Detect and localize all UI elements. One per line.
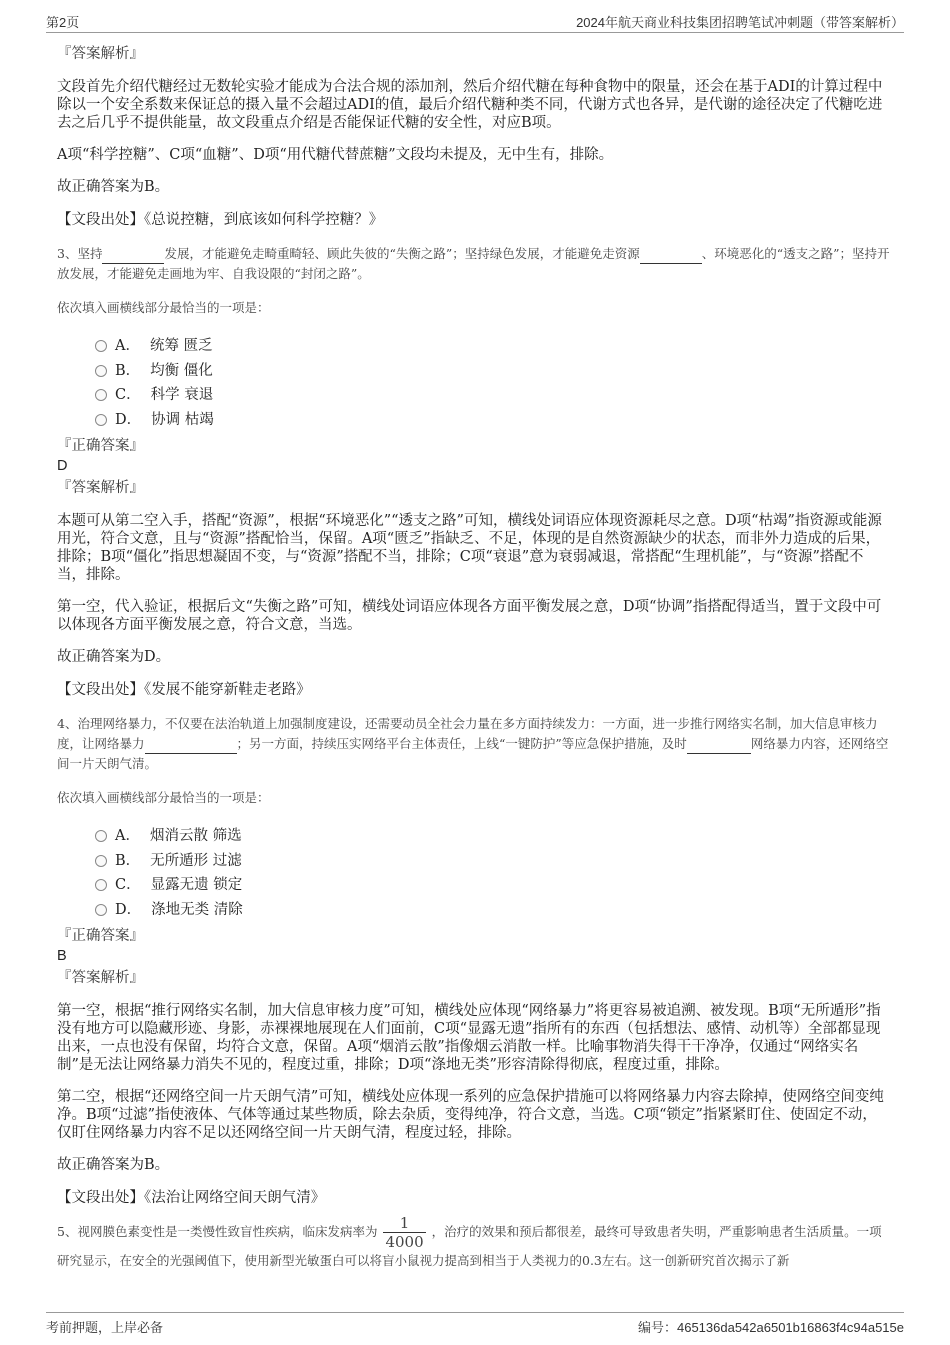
question-4-stem: 4、治理网络暴力，不仅要在法治轨道上加强制度建设，还需要动员全社会力量在多方面持续发力：一方面，进一步推行网络实名制，加大信息审核力度，让网络暴力 ；另一方面，持续压实网络平台主体责任，上线“一键防护”等应急保护措施，及时 网络暴力内容，还网络空间一片天朗气清。 bbox=[57, 716, 889, 771]
radio-icon[interactable] bbox=[95, 904, 107, 916]
correct-answer: B bbox=[57, 948, 67, 964]
analysis-paragraph: 第一空，代入验证，根据后文“失衡之路”可知，横线处词语应体现各方面平衡发展之意，D项“协调”指搭配得适当，置于文段中可以体现各方面平衡发展之意，符合文意，当选。 bbox=[57, 599, 882, 633]
conclusion-text: 故正确答案为D。 bbox=[57, 649, 171, 665]
question-prompt: 依次填入画横线部分最恰当的一项是： bbox=[57, 790, 270, 805]
source-citation: 【文段出处】《发展不能穿新鞋走老路》 bbox=[57, 682, 311, 698]
source-citation: 【文段出处】《法治让网络空间天朗气清》 bbox=[57, 1190, 326, 1206]
option-c[interactable]: C． 科学 衰退 bbox=[95, 383, 890, 408]
radio-icon[interactable] bbox=[95, 855, 107, 867]
radio-icon[interactable] bbox=[95, 389, 107, 401]
fill-blank bbox=[145, 741, 237, 754]
footer-slogan: 考前押题，上岸必备 bbox=[46, 1320, 164, 1335]
analysis-label: 『答案解析』 bbox=[57, 480, 144, 496]
correct-answer-label: 『正确答案』 bbox=[57, 928, 144, 944]
page-footer bbox=[46, 1312, 904, 1336]
radio-icon[interactable] bbox=[95, 414, 107, 426]
fraction: $\frac{1}{4000}$ bbox=[385, 1214, 424, 1251]
question-prompt: 依次填入画横线部分最恰当的一项是： bbox=[57, 300, 270, 315]
option-a[interactable]: A． 烟消云散 筛选 bbox=[95, 824, 890, 849]
analysis-paragraph: 文段首先介绍代糖经过无数轮实验才能成为合法合规的添加剂，然后介绍代糖在每种食物中的限量，还会在基于ADI的计算过程中除以一个安全系数来保证总的摄入量不会超过ADI的值，最后介绍代糖种类不同，代谢方式也各异，是代谢的途径决定了代糖吃进去之后几乎不提供能量，故文段重点介绍是否能保证代糖的安全性，对应B项。 bbox=[57, 79, 883, 131]
question-3-stem: 3、坚持 发展，才能避免走畸重畸轻、顾此失彼的“失衡之路”；坚持绿色发展，才能避免走资源 、环境恶化的“透支之路”；坚持开放发展，才能避免走画地为牢、自我设限的“封闭之路”。 bbox=[57, 246, 890, 281]
analysis-paragraph: A项“科学控糖”、C项“血糖”、D项“用代糖代替蔗糖”文段均未提及，无中生有，排除。 bbox=[57, 147, 614, 163]
question-5-stem: 5、视网膜色素变性是一类慢性致盲性疾病，临床发病率为 $\frac{1}{4000}$ ，治疗的效果和预后都很差，最终可导致患者失明，严重影响患者生活质量。一项研究显示，在安全的光强阈值下，使用新型光敏蛋白可以将盲小鼠视力提高到相当于人类视力的0.3左右。这一创新研究首次揭示了新 bbox=[57, 1214, 882, 1268]
options-list bbox=[95, 824, 890, 922]
document-id: 编号：465136da542a6501b16863f4c94a515e bbox=[637, 1320, 904, 1335]
conclusion-text: 故正确答案为B。 bbox=[57, 179, 170, 195]
radio-icon[interactable] bbox=[95, 830, 107, 842]
document-title: 2024年航天商业科技集团招聘笔试冲刺题（带答案解析） bbox=[576, 15, 904, 30]
options-list bbox=[95, 334, 890, 432]
option-b[interactable]: B． 均衡 僵化 bbox=[95, 359, 890, 384]
page-header bbox=[46, 10, 904, 33]
document-body bbox=[57, 44, 890, 1271]
analysis-label: 『答案解析』 bbox=[57, 46, 144, 62]
fill-blank bbox=[102, 251, 164, 264]
option-d[interactable]: D． 协调 枯竭 bbox=[95, 408, 890, 433]
correct-answer: D bbox=[57, 458, 68, 474]
radio-icon[interactable] bbox=[95, 365, 107, 377]
fill-blank bbox=[640, 251, 702, 264]
fill-blank bbox=[687, 741, 751, 754]
option-b[interactable]: B． 无所遁形 过滤 bbox=[95, 849, 890, 874]
analysis-paragraph: 第一空，根据“推行网络实名制，加大信息审核力度”可知，横线处应体现“网络暴力”将更容易被追溯、被发现。B项“无所遁形”指没有地方可以隐藏形迹、身影，赤裸裸地展现在人们面前，C项“显露无遗”指所有的东西（包括想法、感情、动机等）全部都显现出来，一点也没有保留，均符合文意，保留。A项“烟消云散”指像烟云消散一样。比喻事物消失得干干净净，仅通过“网络实名制”是无法让网络暴力消失不见的，程度过重，排除；D项“涤地无类”形容清除得彻底，程度过重，排除。 bbox=[57, 1003, 881, 1073]
option-d[interactable]: D． 涤地无类 清除 bbox=[95, 898, 890, 923]
analysis-paragraph: 本题可从第二空入手，搭配“资源”，根据“环境恶化”“透支之路”可知，横线处词语应体现资源耗尽之意。D项“枯竭”指资源或能源用光，符合文意，且与“资源”搭配恰当，保留。A项“匮乏”指缺乏、不足，体现的是自然资源缺少的状态，而非外力造成的后果，排除；B项“僵化”指思想凝固不变，与“资源”搭配不当，排除；C项“衰退”意为衰弱减退，常搭配“生理机能”，与“资源”搭配不当，排除。 bbox=[57, 513, 882, 583]
option-c[interactable]: C． 显露无遗 锁定 bbox=[95, 873, 890, 898]
conclusion-text: 故正确答案为B。 bbox=[57, 1157, 170, 1173]
radio-icon[interactable] bbox=[95, 340, 107, 352]
radio-icon[interactable] bbox=[95, 879, 107, 891]
analysis-label: 『答案解析』 bbox=[57, 970, 144, 986]
analysis-paragraph: 第二空，根据“还网络空间一片天朗气清”可知，横线处应体现一系列的应急保护措施可以将网络暴力内容去除掉，使网络空间变纯净。B项“过滤”指使液体、气体等通过某些物质，除去杂质，变得纯净，符合文意，当选。C项“锁定”指紧紧盯住、使固定不动，仅盯住网络暴力内容不足以还网络空间一片天朗气清，程度过轻，排除。 bbox=[57, 1089, 884, 1141]
page-number: 第2页 bbox=[46, 15, 80, 30]
option-a[interactable]: A． 统筹 匮乏 bbox=[95, 334, 890, 359]
source-citation: 【文段出处】《总说控糖，到底该如何科学控糖？》 bbox=[57, 212, 384, 228]
correct-answer-label: 『正确答案』 bbox=[57, 438, 144, 454]
